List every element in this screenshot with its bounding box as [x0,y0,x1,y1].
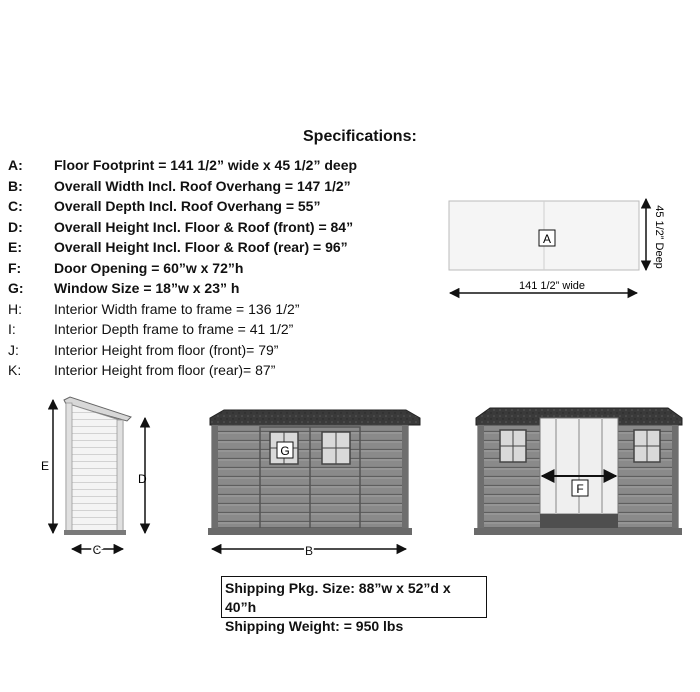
spec-a: A: Floor Footprint = 141 1/2” wide x 45 1/2” deep [8,157,358,174]
spec-b: B: Overall Width Incl. Roof Overhang = 147 1/2” [8,177,351,194]
door-label: F [576,482,584,496]
spec-h: H: Interior Width frame to frame = 136 1/2” [8,300,300,317]
footprint-depth-label: 45 1/2” Deep [653,205,665,269]
spec-f: F: Door Opening = 60”w x 72”h [8,259,244,276]
shipping-size: Shipping Pkg. Size: 88”w x 52”d x 40”h [225,580,451,615]
spec-d: D: Overall Height Incl. Floor & Roof (front) = 84” [8,218,354,235]
shipping-weight: Shipping Weight: = 950 lbs [225,618,404,634]
door-view [474,408,682,535]
front-view [208,410,420,558]
front-window-label: G [280,444,290,458]
spec-c: C: Overall Depth Incl. Roof Overhang = 55” [8,198,321,215]
footprint-plan [449,199,665,293]
spec-j: J: Interior Height from floor (front)= 79” [8,341,279,358]
specifications-list [8,155,408,381]
spec-g: G: Window Size = 18”w x 23” h [8,280,240,297]
spec-i: I: Interior Depth frame to frame = 41 1/2” [8,321,294,338]
side-depth-label: C [92,543,102,557]
side-front-height-label: D [138,472,147,486]
footprint-width-label: 141 1/2” wide [518,280,586,292]
shipping-box [221,576,487,634]
front-width-label: B [304,544,314,558]
side-height-label: E [40,459,49,473]
footprint-label: A [542,232,552,246]
side-view [41,397,147,557]
spec-e: E: Overall Height Incl. Floor & Roof (rear) = 96” [8,239,348,256]
specifications-title: Specifications: [303,128,417,145]
spec-k: K: Interior Height from floor (rear)= 87” [8,362,276,379]
